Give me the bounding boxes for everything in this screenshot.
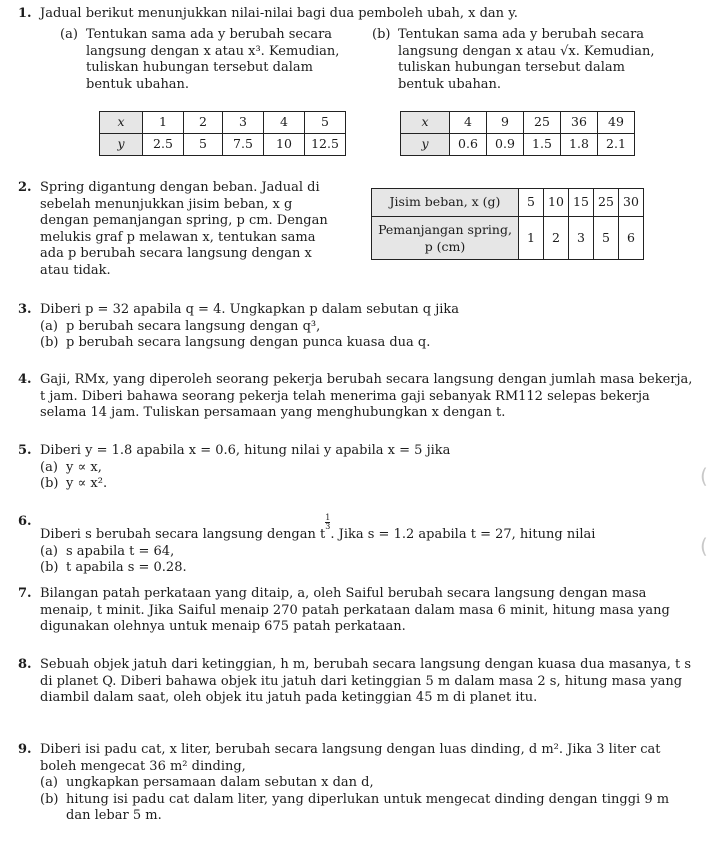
question-1a	[60, 27, 345, 93]
table-row	[401, 112, 635, 134]
margin-mark: (	[700, 534, 708, 558]
part-label: (a)	[60, 27, 78, 42]
question-6b-text: t apabila s = 0.28.	[66, 560, 187, 575]
question-number: 4.	[18, 372, 32, 387]
table-cell: 49	[598, 112, 635, 134]
table-row	[100, 112, 346, 134]
table-cell: 12.5	[305, 134, 346, 156]
part-label: (a)	[40, 459, 58, 475]
part-label: (b)	[40, 560, 59, 575]
table-cell: 1	[143, 112, 184, 134]
question-1-stem: Jadual berikut menunjukkan nilai-nilai bagi dua pemboleh ubah, x dan y.	[40, 6, 518, 21]
table-header-x: x	[100, 112, 143, 134]
question-number: 6.	[18, 514, 32, 529]
table-cell: 0.6	[450, 134, 487, 156]
table-2	[371, 188, 644, 260]
table-cell: 5	[305, 112, 346, 134]
part-label: (b)	[40, 335, 59, 350]
question-8-text: Sebuah objek jatuh dari ketinggian, h m, berubah secara langsung dengan kuasa dua masanya, t s di planet Q. Diberi bahawa objek itu jatuh dari ketinggian 5 m dalam masa 2 s, hitung masa yang diambil dalam saat, oleh objek itu jatuh pada ketinggian 45 m di planet itu.	[40, 657, 692, 705]
part-label: (a)	[40, 318, 58, 334]
question-1b	[372, 27, 662, 93]
part-label: (a)	[40, 543, 58, 559]
table-cell: 0.9	[487, 134, 524, 156]
table-cell: 1.8	[561, 134, 598, 156]
table-header-y: y	[100, 134, 143, 156]
table-header-mass: Jisim beban, x (g)	[372, 189, 519, 217]
question-3a-text: p berubah secara langsung dengan q³,	[66, 318, 321, 334]
table-cell: 9	[487, 112, 524, 134]
table-cell: 25	[594, 189, 619, 217]
table-cell: 1	[519, 217, 544, 260]
question-1a-text: Tentukan sama ada y berubah secara langsung dengan x atau x³. Kemudian, tuliskan hubungan tersebut dalam bentuk ubahan.	[86, 27, 340, 92]
question-number: 8.	[18, 657, 32, 672]
question-3-stem: Diberi p = 32 apabila q = 4. Ungkapkan p dalam sebutan q jika	[40, 302, 460, 317]
question-number: 1.	[18, 6, 32, 21]
question-6a-text: s apabila t = 64,	[66, 543, 175, 559]
part-label: (a)	[40, 775, 58, 790]
table-cell: 7.5	[223, 134, 264, 156]
question-9-stem: Diberi isi padu cat, x liter, berubah secara langsung dengan luas dinding, d m². Jika 3 liter cat boleh mengecat 36 m² dinding,	[40, 742, 661, 774]
table-header-y: y	[401, 134, 450, 156]
question-number: 2.	[18, 180, 32, 195]
table-1b	[400, 111, 635, 156]
table-cell: 2	[184, 112, 223, 134]
question-4-text: Gaji, RMx, yang diperoleh seorang pekerja berubah secara langsung dengan jumlah masa bekerja, t jam. Diberi bahawa seorang pekerja telah menerima gaji sebanyak RM112 selepas bekerja selama 14 jam. Tuliskan persamaan yang menghubungkan x dengan t.	[40, 372, 693, 420]
part-label: (b)	[40, 791, 59, 807]
table-cell: 2.1	[598, 134, 635, 156]
table-cell: 30	[619, 189, 644, 217]
table-cell: 6	[619, 217, 644, 260]
table-row	[372, 189, 644, 217]
question-9a-text: ungkapkan persamaan dalam sebutan x dan d,	[66, 775, 374, 790]
table-row	[100, 134, 346, 156]
question-9b-text: hitung isi padu cat dalam liter, yang diperlukan untuk mengecat dinding dengan tinggi 9 m dan lebar 5 m.	[66, 791, 670, 823]
table-cell: 10	[544, 189, 569, 217]
question-number: 3.	[18, 302, 32, 317]
table-header-x: x	[401, 112, 450, 134]
question-5b-text: y ∝ x².	[66, 476, 108, 491]
exponent-denominator: 3	[325, 522, 331, 531]
part-label: (b)	[372, 27, 391, 42]
table-cell: 4	[264, 112, 305, 134]
table-cell: 3	[569, 217, 594, 260]
question-2-text: Spring digantung dengan beban. Jadual di sebelah menunjukkan jisim beban, x g dengan pemanjangan spring, p cm. Dengan melukis graf p melawan x, tentukan sama ada p berubah secara langsung dengan x atau tidak.	[40, 180, 328, 278]
table-cell: 10	[264, 134, 305, 156]
question-1b-text: Tentukan sama ada y berubah secara langsung dengan x atau √x. Kemudian, tuliskan hubungan tersebut dalam bentuk ubahan.	[398, 27, 655, 92]
table-cell: 36	[561, 112, 598, 134]
table-cell: 5	[594, 217, 619, 260]
question-number: 9.	[18, 742, 32, 757]
margin-mark: (	[700, 464, 708, 488]
table-cell: 3	[223, 112, 264, 134]
table-header-line: Pemanjangan spring,	[378, 222, 512, 237]
exponent-numerator: 1	[325, 513, 331, 522]
question-7-text: Bilangan patah perkataan yang ditaip, a, oleh Saiful berubah secara langsung dengan masa menaip, t minit. Jika Saiful menaip 270 patah perkataan dalam masa 6 minit, hitung masa yang digunakan olehnya untuk menaip 675 patah perkataan.	[40, 586, 670, 634]
stem-text: Diberi s berubah secara langsung dengan t	[40, 527, 326, 542]
table-cell: 2	[544, 217, 569, 260]
question-6-stem	[40, 514, 694, 544]
part-label: (b)	[40, 476, 59, 491]
question-5-stem: Diberi y = 1.8 apabila x = 0.6, hitung nilai y apabila x = 5 jika	[40, 443, 451, 458]
question-number: 5.	[18, 443, 32, 458]
table-cell: 5	[184, 134, 223, 156]
table-cell: 1.5	[524, 134, 561, 156]
table-cell: 5	[519, 189, 544, 217]
question-3b-text: p berubah secara langsung dengan punca kuasa dua q.	[66, 335, 431, 350]
table-cell: 25	[524, 112, 561, 134]
question-number: 7.	[18, 586, 32, 601]
stem-text: . Jika s = 1.2 apabila t = 27, hitung nilai	[330, 527, 596, 542]
table-cell: 15	[569, 189, 594, 217]
table-header-extension	[372, 217, 519, 260]
question-5a-text: y ∝ x,	[66, 459, 102, 475]
table-1a	[99, 111, 346, 156]
table-header-line: p (cm)	[424, 239, 466, 254]
table-cell: 2.5	[143, 134, 184, 156]
table-row	[372, 217, 644, 260]
table-row	[401, 134, 635, 156]
table-cell: 4	[450, 112, 487, 134]
